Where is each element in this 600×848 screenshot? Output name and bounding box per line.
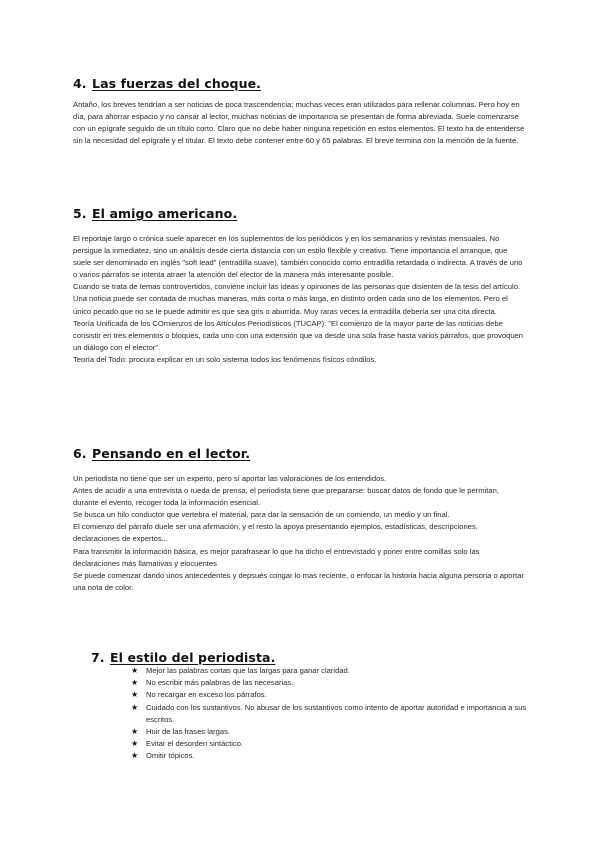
section-number: 7.	[91, 650, 105, 665]
paragraph: El reportaje largo o crónica suele aparecer en los suplementos de los periódicos y en los semanarios y revistas mensuales. No persigue la inmediatez, sino un análisis desde cierta distancia con un estilo flexible y creativo. Tiene importancia el arranque, que suele ser denominado en inglés "soft lead" (entradilla suave), también conocido como entradilla retardada o indirecta. A través de uno o varios párrafos se intenta atraer la atención del elector de la manera más interesante posible.	[73, 234, 523, 280]
star-icon: ★	[131, 678, 139, 688]
section-6-body	[73, 473, 525, 594]
section-5-body	[73, 233, 525, 366]
star-icon: ★	[131, 666, 139, 675]
section-7	[91, 650, 543, 665]
list-item	[131, 750, 531, 762]
list-item-text: Cuidado con los sustantivos. No abusar de los sustantivos como intento de aportar autoridad e importancia a sus escritos.	[146, 702, 527, 724]
list-item	[131, 702, 531, 726]
paragraph: El comienzo del párrafo duele ser una afirmación, y el resto la apoya presentando ejemplos, estadísticas, descripciones, declaraciones de expertos...	[73, 522, 478, 544]
paragraph: Para transmitir la información básica, es mejor parafrasear lo que ha dicho el entrevistado y poner entre comillas solo las declaraciones más llamativas y elocuentes	[73, 546, 480, 568]
list-item	[131, 665, 531, 677]
list-item	[131, 738, 531, 750]
section-number: 5.	[73, 206, 87, 221]
list-item	[131, 689, 531, 701]
style-tips-list	[131, 665, 531, 763]
list-item-text: No escribir más palabras de las necesarias.	[146, 678, 294, 688]
list-item-text: Evitar el desorden sintáctico.	[146, 739, 244, 749]
section-6	[73, 446, 525, 461]
section-number: 4.	[73, 76, 87, 91]
section-4-body	[73, 99, 525, 147]
list-item	[131, 726, 531, 738]
star-icon: ★	[131, 739, 139, 749]
paragraph: Antaño, los breves tendrían a ser noticias de poca trascendencia; muchas veces eran utilizados para rellenar columnas. Pero hoy en día, para ahorrar espacio y no cansar al lector, muchas noticias de importancia se presentan de forma abreviada. Suele comenzarse con un epígrafe seguido de un título corto. Claro que no debe haber ninguna repetición en estos elementos. El texto ha de entenderse sin la necesidad del epígrafe y el titular. El texto debe contener entre 60 y 65 palabras. El breve termina con la mención de la fuente.	[73, 100, 525, 146]
section-title: Las fuerzas del choque.	[92, 76, 262, 91]
list-item-text: Mejor las palabras cortas que las largas para ganar claridad.	[146, 666, 350, 675]
section-4-heading	[73, 76, 525, 91]
section-title: El amigo americano.	[92, 206, 238, 221]
list-item-text: Huir de las frases largas.	[146, 727, 230, 737]
section-4	[73, 76, 525, 91]
section-5	[73, 206, 525, 221]
list-item-text: Omitir tópicos.	[146, 751, 195, 761]
paragraph: Cuando se trata de temas controvertidos, conviene incluir las ideas y opiniones de las personas que disienten de la tesis del artículo.	[73, 282, 521, 292]
paragraph: Una noticia puede ser contada de muchas maneras, más corta o más larga, en distinto orden cada uno de los elementos. Pero el único pecado que no se le puede admitir es que sea gris o aburrida. Muy raras veces la entradilla debería ser una cita directa.	[73, 294, 508, 316]
star-icon: ★	[131, 690, 139, 700]
star-icon: ★	[131, 727, 139, 737]
paragraph: Se busca un hilo conductor que vertebra el material, para dar la sensación de un comiendo, un medio y un final.	[73, 510, 450, 520]
list-item-text: No recargar en exceso los párrafos.	[146, 690, 267, 700]
paragraph: Teoría del Todo: procura explicar en un solo sistema todos los fenómenos físicos cóndilos.	[73, 354, 377, 364]
section-7-heading	[91, 650, 543, 665]
section-title: Pensando en el lector.	[92, 446, 251, 461]
list-item	[131, 677, 531, 689]
paragraph: Teoría Unificada de los COmienzos de los Artículos Periodísticos (TUCAP): "El comienzo de la mayor parte de las noticias debe consistir en tres elementos o bloques, cada uno con una extensión que va desde una sola frase hasta varios párrafos, que provoquen un diálogo con el elector".	[73, 318, 524, 352]
paragraph: Se puede comenzar dando unos antecedentes y depsués congar lo mas reciente, o enfocar la historia hacia alguna persona o aportar una nota de color.	[73, 570, 524, 592]
paragraph: Antes de acudir a una entrevista o rueda de prensa, el periodista tiene que prepararse: buscar datos de fondo que le permitan, durante el evento, recoger toda la información esencial.	[73, 486, 499, 508]
paragraph: Un periodista no tiene que ser un experto, pero sí aportar las valoraciones de los entendidos.	[73, 474, 387, 483]
star-icon: ★	[131, 702, 139, 712]
star-icon: ★	[131, 751, 139, 761]
section-5-heading	[73, 206, 525, 221]
section-6-heading	[73, 446, 525, 461]
section-number: 6.	[73, 446, 87, 461]
section-title: El estilo del periodista.	[110, 650, 276, 665]
